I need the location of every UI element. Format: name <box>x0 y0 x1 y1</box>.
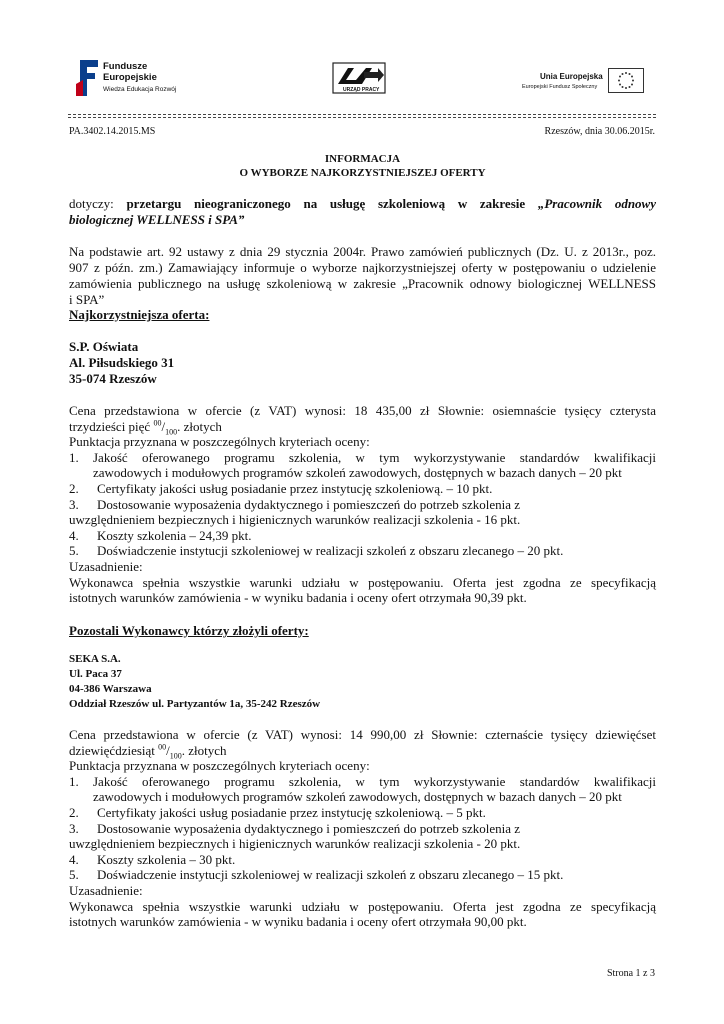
intro-line1: Na podstawie art. 92 ustawy z dnia 29 stycznia 2004r. Prawo zamówień publicznych (Dz. U. z 2013r., poz. <box>69 244 656 259</box>
best-offer-street: Al. Piłsudskiego 31 <box>69 355 175 370</box>
other-price-sup: 00 <box>158 742 167 752</box>
other-name: SEKA S.A. <box>69 653 121 665</box>
subject-line1 <box>69 196 656 211</box>
best-c3-line2: uwzględnieniem bezpiecznych i higienicznych warunków realizacji szkolenia - 16 pkt. <box>69 512 521 527</box>
best-c1-line2: zawodowych i modułowych programów szkoleń zawodowych, dostępnych w bazach danych – 20 pkt <box>93 465 622 480</box>
best-justification-label: Uzasadnienie: <box>69 559 143 574</box>
fundusze-europejskie-logo-mark <box>74 58 100 98</box>
fe-logo-line3: Wiedza Edukacja Rozwój <box>103 86 177 93</box>
subject-label: dotyczy: <box>69 196 114 211</box>
fe-logo-line2: Europejskie <box>103 72 157 83</box>
best-price-line1: Cena przedstawiona w ofercie (z VAT) wynosi: 18 435,00 zł Słownie: osiemnaście tysięcy czterysta <box>69 403 656 418</box>
best-price-words: trzydzieści pięć <box>69 419 151 434</box>
other-c1-num: 1. <box>69 774 79 789</box>
other-c2: Certyfikaty jakości usług posiadanie przez instytucję szkoleniową. – 5 pkt. <box>97 805 486 820</box>
other-c3-num: 3. <box>69 821 79 836</box>
other-price-words: dziewięćdziesiąt <box>69 743 155 758</box>
intro-line4: i SPA” <box>69 292 105 307</box>
best-c1-line1: Jakość oferowanego programu szkolenia, w tym wykorzystywanie standardów kwalifikacji <box>93 450 656 465</box>
other-c5: Doświadczenie instytucji szkoleniowej w realizacji szkoleń z obszaru zlecanego – 15 pkt. <box>97 867 564 882</box>
other-c4-num: 4. <box>69 852 79 867</box>
best-offer-heading: Najkorzystniejsza oferta: <box>69 307 210 322</box>
other-price-line1: Cena przedstawiona w ofercie (z VAT) wynosi: 14 990,00 zł Słownie: czternaście tysięcy dziewięćset <box>69 727 656 742</box>
best-c3-line1: Dostosowanie wyposażenia dydaktycznego i pomieszczeń do potrzeb szkolenia z <box>97 497 521 512</box>
other-street: Ul. Paca 37 <box>69 668 122 680</box>
other-points-intro: Punktacja przyznana w poszczególnych kryteriach oceny: <box>69 758 370 773</box>
other-city: 04-386 Warszawa <box>69 683 152 695</box>
other-justification-line2: istotnych warunków zamówienia - w wyniku badania i oceny ofert otrzymała 90,00 pkt. <box>69 914 527 929</box>
eu-flag-icon <box>608 68 644 93</box>
intro-line2: 907 z późn. zm.) Zamawiający informuje o wyborze najkorzystniejszej oferty w postępowaniu o udzielenie <box>69 260 656 275</box>
best-price-sup: 00 <box>153 418 162 428</box>
other-c1-line1: Jakość oferowanego programu szkolenia, w tym wykorzystywanie standardów kwalifikacji <box>93 774 656 789</box>
other-branch: Oddział Rzeszów ul. Partyzantów 1a, 35-242 Rzeszów <box>69 698 321 710</box>
header-rule-2 <box>68 117 656 118</box>
subject-line2: biologicznej WELLNESS i SPA” <box>69 212 245 227</box>
subject-italic-1: „Pracownik odnowy <box>537 196 656 211</box>
place-date: Rzeszów, dnia 30.06.2015r. <box>544 126 655 137</box>
other-price-line2: dziewięćdziesiąt $^{00}/_{100}$. złotych <box>69 742 227 761</box>
subject-bold: przetargu nieograniczonego na usługę szkoleniową w zakresie <box>126 196 526 211</box>
other-price-currency: . złotych <box>181 743 227 758</box>
other-c3-line2: uwzględnieniem bezpiecznych i higienicznych warunków realizacji szkolenia - 20 pkt. <box>69 836 521 851</box>
best-offer-name: S.P. Oświata <box>69 339 139 354</box>
reference-number: PA.3402.14.2015.MS <box>69 126 156 137</box>
other-justification-label: Uzasadnienie: <box>69 883 143 898</box>
best-justification-line2: istotnych warunków zamówienia - w wyniku badania i oceny ofert otrzymała 90,39 pkt. <box>69 590 527 605</box>
best-points-intro: Punktacja przyznana w poszczególnych kryteriach oceny: <box>69 434 370 449</box>
best-c1-num: 1. <box>69 450 79 465</box>
title-line1: INFORMACJA <box>324 153 401 165</box>
other-c3-line1: Dostosowanie wyposażenia dydaktycznego i pomieszczeń do potrzeb szkolenia z <box>97 821 521 836</box>
best-price-line2: trzydzieści pięć $^{00}/_{100}$. złotych <box>69 418 222 437</box>
ue-logo-line1: Unia Europejska <box>540 72 603 81</box>
others-heading: Pozostali Wykonawcy którzy złożyli oferty: <box>69 623 309 638</box>
best-c4: Koszty szkolenia – 24,39 pkt. <box>97 528 252 543</box>
other-price-sub: 100 <box>169 751 182 761</box>
header-rule <box>68 114 656 115</box>
title-line2: O WYBORZE NAJKORZYSTNIEJSZEJ OFERTY <box>239 167 486 179</box>
best-justification-line1: Wykonawca spełnia wszystkie warunki udziału w postępowaniu. Oferta jest zgodna ze specyfikacją <box>69 575 656 590</box>
page-number: Strona 1 z 3 <box>606 968 655 979</box>
best-c5: Doświadczenie instytucji szkoleniowej w realizacji szkoleń z obszaru zlecanego – 20 pkt. <box>97 543 564 558</box>
best-price-currency: . złotych <box>177 419 222 434</box>
best-offer-city: 35-074 Rzeszów <box>69 371 157 386</box>
best-c2: Certyfikaty jakości usług posiadanie przez instytucję szkoleniową. – 10 pkt. <box>97 481 493 496</box>
best-c5-num: 5. <box>69 543 79 558</box>
fe-logo-line1: Fundusze <box>103 61 148 72</box>
urzad-pracy-label: URZĄD PRACY <box>343 87 380 93</box>
best-c3-num: 3. <box>69 497 79 512</box>
best-c4-num: 4. <box>69 528 79 543</box>
other-c1-line2: zawodowych i modułowych programów szkoleń zawodowych, dostępnych w bazach danych – 20 pkt <box>93 789 622 804</box>
other-justification-line1: Wykonawca spełnia wszystkie warunki udziału w postępowaniu. Oferta jest zgodna ze specyfikacją <box>69 899 656 914</box>
best-price-sub: 100 <box>165 427 178 437</box>
other-c2-num: 2. <box>69 805 79 820</box>
intro-line3: zamówienia publicznego na usługę szkoleniową w zakresie „Pracownik odnowy biologicznej WELLNESS <box>69 276 656 291</box>
best-c2-num: 2. <box>69 481 79 496</box>
other-c4: Koszty szkolenia – 30 pkt. <box>97 852 236 867</box>
ue-logo-line2: Europejski Fundusz Społeczny <box>522 84 598 90</box>
other-c5-num: 5. <box>69 867 79 882</box>
